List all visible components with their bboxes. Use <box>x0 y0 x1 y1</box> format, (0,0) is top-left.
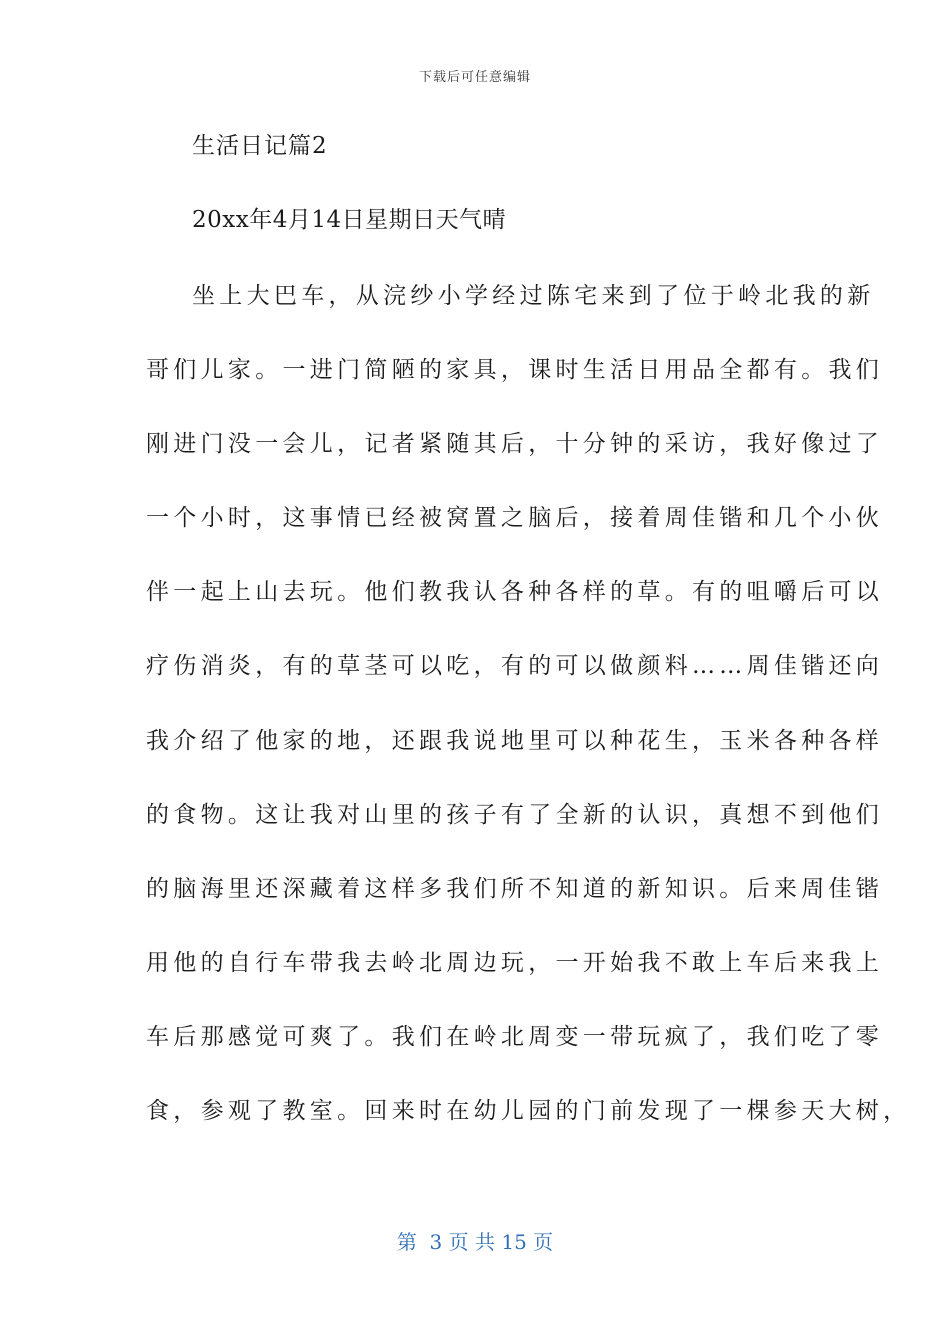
body-line-11: 车后那感觉可爽了。我们在岭北周变一带玩疯了，我们吃了零 <box>146 1024 884 1050</box>
body-line-2: 哥们儿家。一进门简陋的家具，课时生活日用品全都有。我们 <box>146 357 884 383</box>
body-line-9: 的脑海里还深藏着这样多我们所不知道的新知识。后来周佳锴 <box>146 876 884 902</box>
date-line: 20xx年4月14日星期日天气晴 <box>192 207 507 233</box>
page-number-footer: 第 3 页 共 15 页 <box>396 1230 554 1254</box>
body-line-1: 坐上大巴车，从浣纱小学经过陈宅来到了位于岭北我的新 <box>192 283 875 309</box>
body-line-12: 食，参观了教室。回来时在幼儿园的门前发现了一棵参天大树， <box>146 1098 911 1124</box>
body-line-5: 伴一起上山去玩。他们教我认各种各样的草。有的咀嚼后可以 <box>146 579 884 605</box>
body-line-7: 我介绍了他家的地，还跟我说地里可以种花生，玉米各种各样 <box>146 728 884 754</box>
body-line-6: 疗伤消炎，有的草茎可以吃，有的可以做颜料……周佳锴还向 <box>146 653 884 679</box>
section-title: 生活日记篇2 <box>192 133 328 159</box>
body-line-4: 一个小时，这事情已经被窝置之脑后，接着周佳锴和几个小伙 <box>146 505 884 531</box>
header-note: 下载后可任意编辑 <box>418 70 531 85</box>
body-line-8: 的食物。这让我对山里的孩子有了全新的认识，真想不到他们 <box>146 802 884 828</box>
body-line-3: 刚进门没一会儿，记者紧随其后，十分钟的采访，我好像过了 <box>146 431 884 457</box>
body-line-10: 用他的自行车带我去岭北周边玩，一开始我不敢上车后来我上 <box>146 950 884 976</box>
